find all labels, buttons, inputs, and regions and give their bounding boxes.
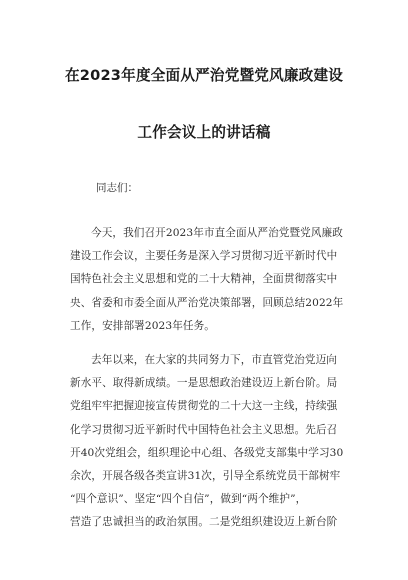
paragraph-line: 营造了忠诚担当的政治氛围。二是党组织建设迈上新台阶 <box>70 516 338 529</box>
document-title-line-2: 工作会议上的讲话稿 <box>137 124 271 141</box>
paragraph-line: 工作，安排部署2023年任务。 <box>70 319 215 332</box>
paragraph-line: 建设工作会议，主要任务是深入学习贯彻习近平新时代中 <box>70 250 338 263</box>
document-title-line-1: 在2023年度全面从严治党暨党风廉政建设 <box>64 67 344 84</box>
salutation: 同志们： <box>96 182 138 194</box>
paragraph-2 <box>70 349 360 535</box>
paragraph-line: 开40次党组会，组织理论中心组、各级党支部集中学习30 <box>70 446 344 459</box>
paragraph-line: 新水平、取得新成绩。一是思想政治建设迈上新台阶。局 <box>70 377 338 390</box>
paragraph-line: 今天，我们召开2023年市直全面从严治党暨党风廉政 <box>91 227 343 239</box>
paragraph-line: 党组牢牢把握迎接宣传贯彻党的二十大这一主线，持续强 <box>70 400 338 413</box>
paragraph-line: 国特色社会主义思想和党的二十大精神，全面贯彻落实中 <box>70 273 338 286</box>
paragraph-line: 央、省委和市委全面从严治党决策部署，回顾总结2022年 <box>70 296 344 309</box>
paragraph-line: “四个意识”、坚定“四个自信”，做到“两个维护”， <box>70 493 307 506</box>
paragraph-line: 余次，开展各级各类宣讲31次，引导全系统党员干部树牢 <box>70 469 341 482</box>
paragraph-line: 去年以来，在大家的共同努力下，市直管党治党迈向 <box>91 354 337 366</box>
paragraph-1 <box>70 222 360 338</box>
paragraph-line: 化学习贯彻习近平新时代中国特色社会主义思想。先后召 <box>70 423 338 436</box>
